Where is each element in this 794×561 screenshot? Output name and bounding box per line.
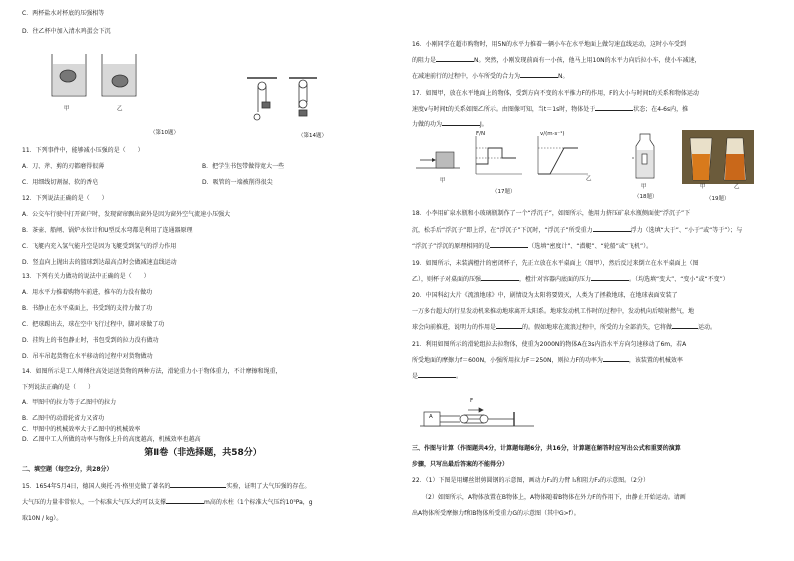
q15-blank-2[interactable] [166,503,204,504]
q21-text-c: ，该装置的机械效率 [628,357,683,364]
q16-blank-2[interactable] [520,77,558,78]
q13-option-d: D．挂钩上的书包静止时，书包受到的拉力没有做功 [22,337,159,344]
left-column [22,0,384,561]
q19-text-c: ，橙汁对容器内底面的压力 [519,276,592,283]
figure-17-block [414,138,464,178]
q16-text-e: N。 [558,73,569,80]
q20-line-2: 一万多台超大的行星发动机来推动地球离开太阳系。地球发动机工作时的过程中，发动机向后喷射燃气，地 [412,308,695,315]
q17-line-1: 17．如图甲，放在水平地面上的物体，受到方向不变的水平推力F的作用，F的大小与时间t的关系和物体运动 [412,90,699,97]
figure-17-label-a: 甲 [440,178,446,184]
q15-line-2 [22,499,313,507]
q16-line-1: 16．小刚同学在超市购物时，用5N的水平力推着一辆小车在水平地面上做匀速直线运动，这时小车受到 [412,41,686,48]
q14-option-b: B．乙图中的动滑轮省力又省功 [22,415,105,422]
section-fill-in-title: 二、填空题（每空2分，共28分） [22,466,113,473]
q20-text-e: 运动。 [698,324,717,331]
figure-10-caption: （第10题） [150,130,179,136]
figure-21-force-label: F [470,398,474,404]
q17-blank-2[interactable] [442,125,480,126]
q13-option-b: B．书静止在水平桌面上，书受到的支持力做了功 [22,305,153,312]
figure-21-block-label: A [429,414,433,420]
q14-stem: 14．如图所示是工人师傅往高处运送货物的两种方法，滑轮重力小于物体重力，不计摩擦和绳重， [22,368,282,375]
q21-blank-2[interactable] [418,377,456,378]
q12-option-d: D．竖直向上抛出去的篮球到达最高点时会做减速直线运动 [22,259,177,266]
q15-line-1 [22,483,310,491]
q11-option-d: D．吸管的一端被削得很尖 [202,179,273,186]
q16-line-3 [412,73,569,81]
figure-19-label-a: 甲 [700,184,706,190]
q17-line-2 [412,106,688,114]
figure-18-label: 甲 [641,184,647,190]
q18-line-1: 18．小李用矿泉水瓶和小玻璃瓶制作了一个“浮沉子”，如图所示，他用力挤压矿泉水瓶侧面使“浮沉子”下 [412,210,691,217]
q21-line-3 [412,373,462,381]
q19-line-2 [412,276,729,284]
q10-option-c: C．两杯盐水对杯底的压强相等 [22,10,105,17]
q20-blank-1[interactable] [496,328,522,329]
q18-blank-1[interactable] [593,231,631,232]
q19-text-d: 。（均选填“变大”、“变小”或“不变”） [629,276,729,283]
q12-option-b: B．茶壶、船闸、锅炉水位计和U型反水弯都是利用了连通器原理 [22,227,193,234]
q14-option-a: A．甲图中的拉力等于乙图中的拉力 [22,399,117,406]
q18-line-2 [412,227,742,235]
q14-option-c: C．甲图中的机械效率大于乙图中的机械效率 [22,426,141,433]
q20-line-3 [412,324,716,332]
q12-option-a: A．公交车行驶中打开窗户时，发现窗帘飘出窗外是因为窗外空气流速小压强大 [22,211,231,218]
q21-text-d: 是 [412,373,419,380]
q21-line-2 [412,357,683,365]
figure-10-label-a: 甲 [64,106,70,112]
q22-part-2-cont: 出A物体所受摩擦力f和B物体所受重力G的示意图（其中G>f）。 [412,510,580,517]
q19-blank-1[interactable] [481,280,519,281]
figure-10-label-b: 乙 [117,106,123,112]
q12-option-c: C．飞艇内充入氢气能升空是因为飞艇受到氢气的浮力作用 [22,243,177,250]
figure-17-caption: （17题） [492,189,516,195]
q17-text-d: 力做的功为 [412,121,443,128]
q13-option-a: A．用水平力推着购物车前进，推车的力没有做功 [22,289,153,296]
q11-option-a: A．刀、斧、剪的刃都磨得很薄 [22,163,105,170]
q16-line-2 [412,57,701,65]
section-drawing-title-cont: 步骤，只写出最后答案的不能得分） [412,461,509,468]
q18-line-3 [412,243,652,251]
beaker-a [52,54,86,96]
q18-blank-2[interactable] [490,247,528,248]
q16-text-d: 在减速前行的过程中，小车所受的合力为 [412,73,521,80]
q21-text-e: 。 [456,373,463,380]
figure-21-pulley-system [418,394,538,430]
q18-text-c: 浮力（选填“大于”、“小于”或“等于”）；与 [630,227,743,234]
figure-17-label-b: 乙 [586,176,592,182]
q14-stem-cont: 下列说法正确的是（ ） [22,384,95,391]
q17-line-3 [412,121,488,129]
q17-text-e: J。 [480,121,488,128]
q22-part-2: （2）如图所示，A物体放置在B物体上，A物体随着B物体在外力F的作用下，由静止开始运动。请画 [422,494,686,501]
q18-text-d: “浮沉子”浮沉的原理相同的是 [412,243,491,250]
q15-text-b: 实验，证明了大气压强的存在。 [226,483,311,490]
q20-text-d: 的。假如地球在流浪过程中，所受的力全部消失，它将做 [522,324,673,331]
q22-part-1: 22．（1）下图是用螺丝钳剪圆钢的示意图，画动力F₁的力臂 l₁和阻力F₂的示意图。（2分） [412,477,649,484]
q21-text-b: 所受地面的摩擦力f＝600N，小强所用拉力F＝250N，则拉力F的功率为 [412,357,603,364]
q18-text-e: （选填“密度计”、“潜艇”、“轮船”或“飞机”）。 [528,243,653,250]
figure-19-caption: （19题） [706,196,730,202]
q15-blank-1[interactable] [170,487,226,488]
q16-text-b: 的阻力是 [412,57,437,64]
q19-text-b: 乙），则杯子对桌面的压强 [412,276,482,283]
graph-force-time [470,132,526,180]
q20-line-1: 20．中国科幻大片《流浪地球》中，剧情设为太阳将要毁灭，人类为了拯救地球，在地球表面安装了 [412,292,678,299]
q12-stem: 12．下列说法正确的是（ ） [22,195,108,202]
q19-line-1: 19．如图所示，未装满橙汁的密闭杯子，先正立放在水平桌面上（图甲），然后反过来倒立在水平桌面上（图 [412,260,699,267]
figure-18-caption: （18题） [634,194,658,200]
beaker-b [102,54,136,96]
q15-text-a: 15．1654年5月4日，德国人奥托·冯·格里克做了著名的 [22,483,171,490]
q20-blank-2[interactable] [672,328,698,329]
q16-text-c: N。突然，小刚发现前面有一小孩，他马上用10N的水平力向后拉小车，使小车减速， [474,57,701,64]
q15-text-d: m高的水柱（1个标准大气压约10⁵Pa，g [204,499,313,506]
q20-text-c: 球会向前推进，说明力的作用是 [412,324,497,331]
part-2-title: 第Ⅱ卷（非选择题，共58分） [144,448,262,458]
q13-option-c: C．把球踢出去，球在空中飞行过程中，脚对球做了功 [22,321,165,328]
q13-stem: 13．下列有关力做功的说法中正确的是（ ） [22,273,150,280]
q21-blank-1[interactable] [603,361,629,362]
q11-option-b: B．把学生书包带做得宽大一些 [202,163,285,170]
figure-10-beakers [38,46,148,102]
q14-option-d: D．乙图中工人所做的功率与物体上升的高度越高，机械效率也越高 [22,436,201,443]
q16-blank-1[interactable] [436,61,474,62]
q13-option-e: D．吊车吊起货物在水平移动的过程中对货物做功 [22,353,153,360]
q18-text-b: 沉，松手后“浮沉子”即上浮，在“浮沉子”下沉时，“浮沉子”所受重力 [412,227,593,234]
graph-velocity-time [532,132,592,180]
q17-text-b: 速度v与时间t的关系如图乙所示。由图像可知，当t＝1s时，物体处于 [412,106,596,113]
q15-line-3: 取10N / kg）。 [22,515,63,522]
right-column [412,0,774,561]
graph-force-axis-label: F/N [476,131,486,137]
q11-stem: 11．下列事件中，能够减小压强的是（ ） [22,147,144,154]
section-drawing-title: 三、作图与计算（作图题共4分，计算题每题6分，共16分，计算题在解答时应写出公式和重要的演算 [412,445,681,452]
figure-14-caption: （第14题） [298,133,327,139]
q17-blank-1[interactable] [595,110,633,111]
graph-velocity-axis-label: v/(m·s⁻¹) [540,131,565,137]
q11-option-c: C．用细线切割湿、软的香皂 [22,179,99,186]
q21-line-1: 21．利用如图所示的滑轮组拉去拉物体，使重为2000N的物体A在3s内沿水平方向匀速移动了6m，若A [412,341,687,348]
q17-text-c: 状态；在4-6s内，推 [633,106,689,113]
figure-19-label-b: 乙 [734,184,740,190]
q19-blank-2[interactable] [591,280,629,281]
figure-14-pulleys [237,72,327,132]
figure-18-bottle [630,130,660,184]
q10-option-d: D．往乙杯中加入清水鸡蛋会下沉 [22,28,111,35]
figure-19-juice-cups [682,130,754,184]
q15-text-c: 大气压的力量非常惊人，一个标准大气压大约可以支撑 [22,499,167,506]
